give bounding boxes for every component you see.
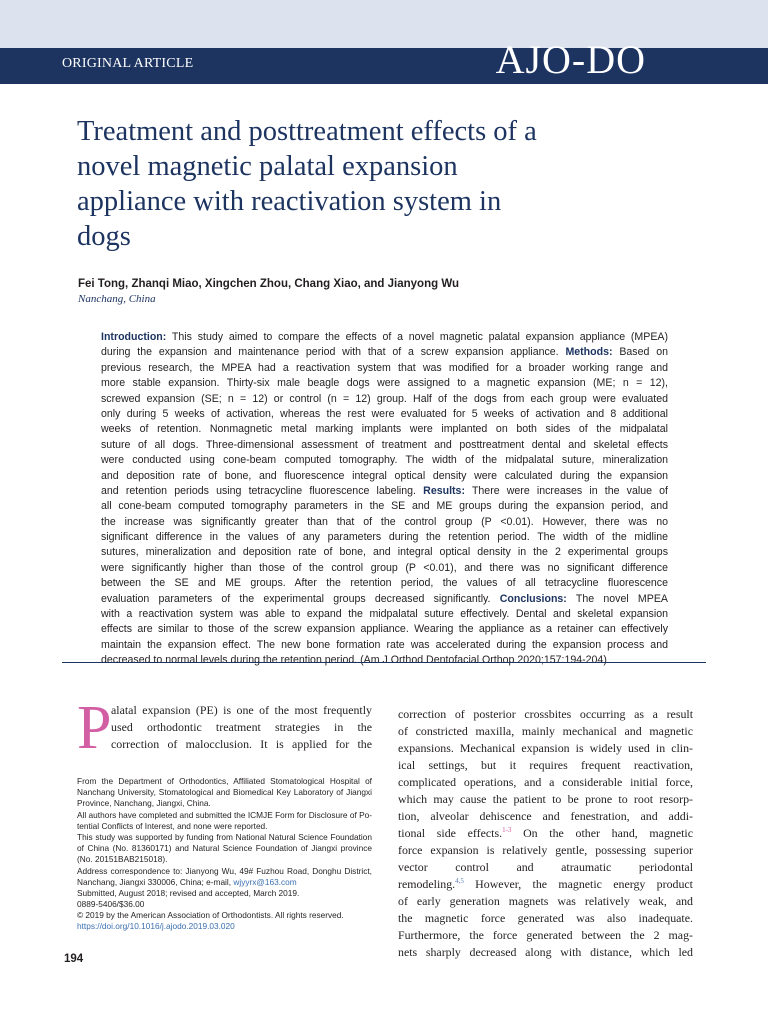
abstract-text: evaluation parameters of the experimental groups decreased significantly. (101, 592, 491, 605)
body-line: nets sharply decreased along with distance, which led (398, 945, 693, 959)
footnote-line: 0889-5406/$36.00 (77, 899, 145, 910)
body-line: correction of malocclusion. It is applied for the (111, 737, 372, 751)
abstract-text: The novel MPEA (575, 592, 668, 605)
body-line: vector control and atraumatic periodontal (398, 860, 693, 874)
footnote-line: Province, Nanchang, Jiangxi, China. (77, 798, 211, 809)
footnote-line: Address correspondence to: Jianyong Wu, 49# Fuzhou Road, Donghu District, (77, 865, 372, 876)
abstract-line: between the SE and ME groups. After the retention period, the values of all tetracycline fluorescence (101, 577, 668, 590)
email-link[interactable]: wjyyrx@163.com (233, 876, 297, 887)
body-column-left (77, 694, 372, 762)
body-line (398, 876, 693, 893)
body-line: used orthodontic treatment strategies in the (111, 720, 372, 734)
abstract-line: decreased to normal levels during the retention period. (Am J Orthod Dentofacial Orthop 2020;157:194-204) (101, 654, 607, 667)
body-line: alatal expansion (PE) is one of the most frequently (111, 703, 372, 717)
abstract-heading-introduction: Introduction: (101, 331, 167, 343)
abstract-line (101, 484, 668, 499)
footnote-line: From the Department of Orthodontics, Affiliated Stomatological Hospital of (77, 776, 372, 786)
abstract-line: and deposition rate of bone, and fluorescence integral optical density were calculated during the expansion (101, 469, 668, 482)
abstract-line: maintain the expansion effect. The new bone formation rate was accelerated during the expansion process and (101, 638, 668, 651)
body-line: the magnetic force generated was also inadequate. (398, 911, 693, 925)
doi-link[interactable]: https://doi.org/10.1016/j.ajodo.2019.03.020 (77, 921, 235, 932)
abstract-line: significant difference in the values of any parameters during the retention period. The width of the midline (101, 531, 668, 544)
abstract-line: sutures, mineralization and deposition rate of bone, and integral optical density in the 2 experimental groups (101, 546, 668, 559)
abstract-heading-conclusions: Conclusions: (499, 592, 567, 605)
body-line: of constricted maxilla, mainly mechanical and magnetic (398, 724, 693, 738)
body-line: correction of posterior crossbites occurring as a result (398, 707, 693, 721)
body-text: On the other hand, magnetic (511, 826, 693, 840)
abstract-line: screwed expansion (SE; n = 12) or control (n = 12) group. Half of the dogs from each group were evaluated (101, 392, 668, 405)
body-text: remodeling. (398, 877, 456, 891)
abstract-line: previous research, the MPEA had a reactivation system that was modified for a broader working range and (101, 361, 668, 374)
body-line (398, 825, 693, 842)
article-title (77, 114, 637, 254)
abstract-text: during the expansion and maintenance period with that of a screw expansion appliance. (101, 346, 559, 359)
body-line: complicated operations, and a considerable initial force, (398, 775, 693, 789)
journal-logo: AJO-DO (495, 37, 646, 82)
intro-paragraph (77, 702, 372, 753)
footnote-text: Nanchang, Jiangxi 330006, China; e-mail, (77, 876, 232, 887)
abstract-line: more stable expansion. Thirty-six male beagle dogs were assigned to a magnetic expansion (ME; n = 12), (101, 377, 668, 390)
body-line: force expansion is relatively gentle, possessing superior (398, 843, 693, 857)
article-footnotes (77, 776, 372, 933)
title-line: novel magnetic palatal expansion (77, 151, 458, 182)
drop-cap: P (77, 694, 112, 762)
abstract-line: only during 5 weeks of activation, whereas the rest were evaluated for 5 weeks of activation and 8 additional (101, 407, 668, 420)
body-line: of early generation magnets was relatively weak, and (398, 894, 693, 908)
body-column-right (398, 706, 693, 961)
header-top-band (0, 0, 768, 48)
abstract-text: and retention periods using tetracycline fluorescence labeling. (101, 484, 417, 497)
abstract-text: This study aimed to compare the effects of a novel magnetic palatal expansion appliance (MPEA) (171, 331, 668, 343)
citation-ref[interactable]: 1-3 (502, 826, 512, 834)
footnote-line: © 2019 by the American Association of Orthodontists. All rights reserved. (77, 910, 344, 921)
body-text: tional side effects. (398, 826, 503, 840)
abstract-line (101, 592, 668, 607)
body-line: which may cause the patient to be prone to root resorp- (398, 792, 693, 806)
abstract-line: all cone-beam computed tomography parameters in the SE and ME groups during the expansion period, and (101, 500, 668, 513)
affiliation: Nanchang, China (78, 293, 156, 305)
abstract (101, 330, 668, 669)
page-number: 194 (64, 953, 84, 965)
section-label: ORIGINAL ARTICLE (62, 56, 194, 71)
abstract-text: Based on (619, 346, 668, 359)
title-line: dogs (77, 221, 131, 252)
footnote-line (77, 877, 372, 888)
citation-ref[interactable]: 4,5 (455, 877, 464, 885)
abstract-line: the increase was significantly greater than that of the control group (P <0.01). However, there was no (101, 515, 668, 528)
author-list: Fei Tong, Zhanqi Miao, Xingchen Zhou, Chang Xiao, and Jianyong Wu (78, 278, 459, 290)
body-line: tion, alveolar dehiscence and fenestration, and addi- (398, 809, 693, 823)
abstract-line: with a reactivation system was able to expand the midpalatal suture effectively. Dental and skeletal expansion (101, 608, 668, 621)
footnote-line: of China (No. 81360171) and Natural Science Foundation of Jiangxi province (77, 843, 372, 854)
title-line: appliance with reactivation system in (77, 186, 502, 217)
abstract-heading-methods: Methods: (565, 346, 613, 359)
footnote-line: Submitted, August 2018; revised and accepted, March 2019. (77, 887, 300, 898)
body-line: expansions. Mechanical expansion is widely used in clin- (398, 741, 693, 755)
abstract-line (101, 330, 668, 345)
footnote-line: tential Conflicts of Interest, and none were reported. (77, 820, 268, 831)
abstract-line: suture of all dogs. Three-dimensional assessment of treatment and posttreatment dental and skeletal effects (101, 438, 668, 451)
body-text: However, the magnetic energy product (463, 877, 693, 891)
body-line: Furthermore, the force generated between the 2 mag- (398, 928, 693, 942)
abstract-line: were significantly higher than those of the control group (P <0.01), and there was no significant difference (101, 561, 668, 574)
abstract-text: There were increases in the value of (471, 484, 668, 497)
abstract-line: were conducted using cone-beam computed tomography. The width of the midpalatal suture, mineralization (101, 454, 668, 467)
footnote-line: This study was supported by funding from National Natural Science Foundation (77, 831, 372, 842)
abstract-line (101, 345, 668, 360)
footnote-line: All authors have completed and submitted the ICMJE Form for Disclosure of Po- (77, 809, 372, 820)
abstract-line: effects are similar to those of the screw expansion appliance. Wearing the appliance as a retainer can effectively (101, 623, 668, 636)
body-line: ical settings, but it requires frequent reactivation, (398, 758, 693, 772)
footnote-line: Nanchang University, Stomatological and Biomedical Key Laboratory of Jiangxi (77, 787, 372, 798)
abstract-heading-results: Results: (423, 484, 465, 497)
section-divider (62, 662, 706, 663)
title-line: Treatment and posttreatment effects of a (77, 116, 537, 147)
footnote-line: (No. 20151BAB215018). (77, 854, 168, 865)
abstract-line: weeks of retention. Nonmagnetic metal marking implants were implanted on both sides of the midpalatal (101, 423, 668, 436)
